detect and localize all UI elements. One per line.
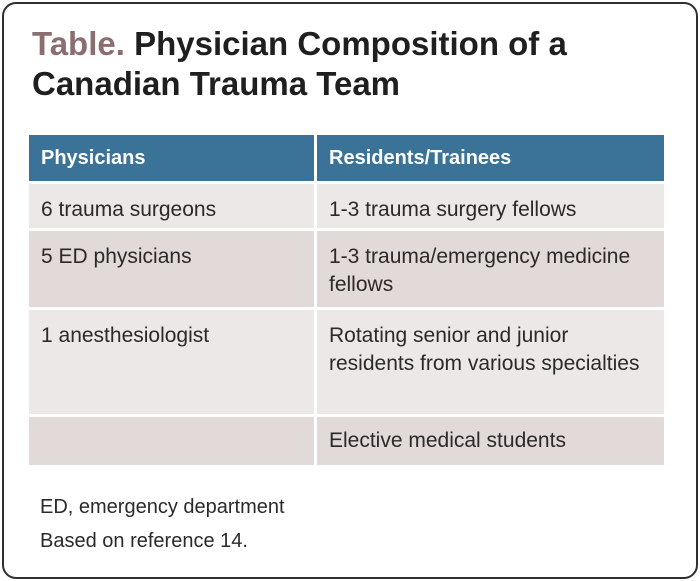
table-header-row bbox=[29, 135, 664, 181]
abbreviation-note: ED, emergency department bbox=[40, 496, 285, 518]
table-cell: 1 anesthesiologist bbox=[29, 310, 314, 414]
table-label: Table. bbox=[32, 25, 125, 62]
table-title bbox=[32, 24, 672, 104]
physician-table bbox=[26, 132, 667, 468]
table-cell: 5 ED physicians bbox=[29, 231, 314, 307]
table-row bbox=[29, 417, 664, 465]
table-cell: Elective medical students bbox=[317, 417, 664, 465]
table-container bbox=[29, 135, 664, 465]
table-cell: 6 trauma surgeons bbox=[29, 184, 314, 228]
table-cell: Rotating senior and junior residents from various specialties bbox=[317, 310, 664, 414]
table-row bbox=[29, 310, 664, 414]
header-physicians: Physicians bbox=[29, 135, 314, 181]
table-cell: 1-3 trauma/emergency medicine fellows bbox=[317, 231, 664, 307]
table-title-text: Physician Composition of a Canadian Trauma Team bbox=[32, 25, 567, 102]
table-footnotes bbox=[40, 490, 285, 558]
source-note: Based on reference 14. bbox=[40, 530, 248, 552]
table-cell bbox=[29, 417, 314, 465]
header-residents-trainees: Residents/Trainees bbox=[317, 135, 664, 181]
table-row bbox=[29, 231, 664, 307]
table-cell: 1-3 trauma surgery fellows bbox=[317, 184, 664, 228]
table-row bbox=[29, 184, 664, 228]
